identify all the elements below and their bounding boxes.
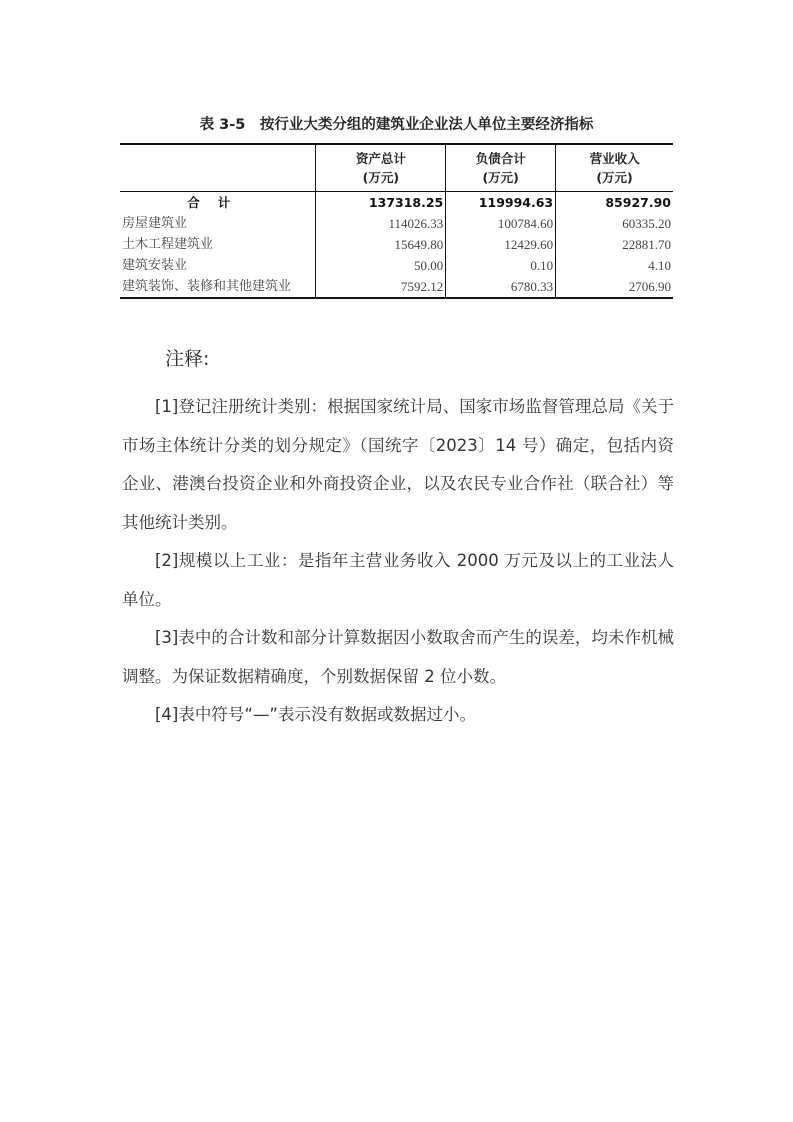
note-item: [4]表中符号“—”表示没有数据或数据过小。 <box>155 705 476 724</box>
header-assets: 资产总计 (万元) <box>316 144 446 192</box>
table-row: 土木工程建筑业 15649.80 12429.60 22881.70 <box>120 234 673 255</box>
header-row <box>120 144 673 192</box>
note-item: [1]登记注册统计类别：根据国家统计局、国家市场监督管理总局《关于市场主体统计分类的划分规定》（国统字〔2023〕14 号）确定，包括内资企业、港澳台投资企业和外商投资企业，以及农民专业合作社（联合社）等其他统计类别。 <box>122 397 674 532</box>
header-revenue: 营业收入 (万元) <box>556 144 673 192</box>
table-title: 表 3-5 按行业大类分组的建筑业企业法人单位主要经济指标 <box>199 117 594 133</box>
total-row: 合计 137318.25 119994.63 85927.90 <box>120 192 673 214</box>
notes-heading: 注释: <box>165 348 210 370</box>
table-row: 建筑安装业 50.00 0.10 4.10 <box>120 255 673 276</box>
note-item: [2]规模以上工业：是指年主营业务收入 2000 万元及以上的工业法人单位。 <box>122 551 674 609</box>
economic-indicators-table <box>120 143 673 299</box>
notes-list <box>122 388 674 735</box>
note-item: [3]表中的合计数和部分计算数据因小数取舍而产生的误差，均未作机械调整。为保证数据精确度，个别数据保留 2 位小数。 <box>122 628 674 686</box>
table-row: 建筑装饰、装修和其他建筑业 7592.12 6780.33 2706.90 <box>120 276 673 298</box>
header-blank <box>120 144 316 192</box>
header-liabilities: 负债合计 (万元) <box>446 144 556 192</box>
table-row: 房屋建筑业 114026.33 100784.60 60335.20 <box>120 213 673 234</box>
